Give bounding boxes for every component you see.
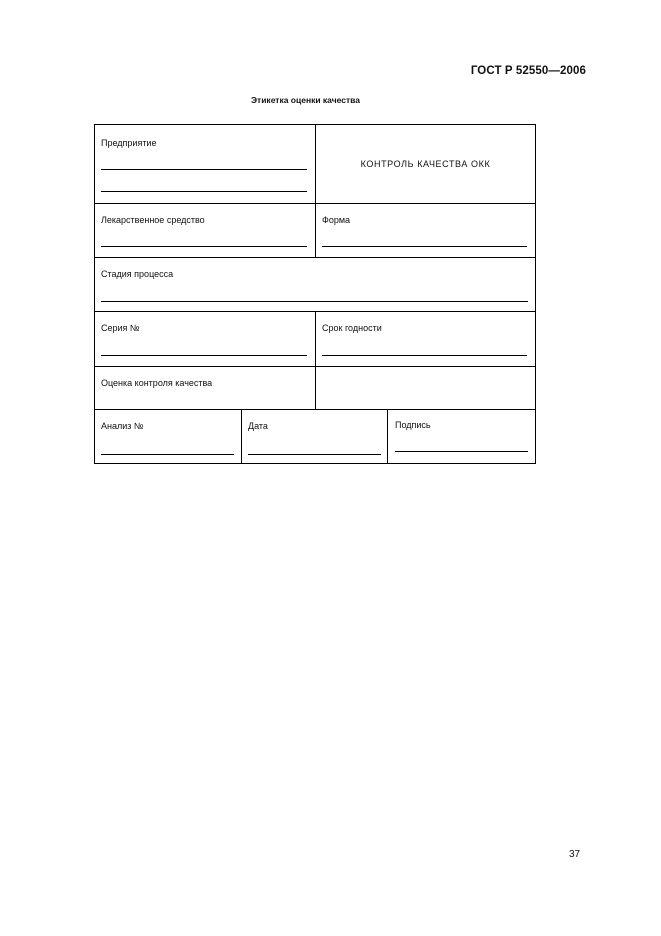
cell-expiry bbox=[315, 312, 535, 366]
cell-qc-heading bbox=[315, 125, 535, 203]
series-label: Серия № bbox=[101, 323, 140, 333]
analysis-label: Анализ № bbox=[101, 421, 144, 431]
cell-enterprise bbox=[95, 125, 315, 203]
cell-analysis bbox=[95, 410, 241, 463]
medicine-label: Лекарственное средство bbox=[101, 215, 205, 225]
enterprise-line-1[interactable] bbox=[101, 169, 307, 170]
form-label: Форма bbox=[322, 215, 351, 225]
qc-heading: КОНТРОЛЬ КАЧЕСТВА ОКК bbox=[360, 159, 491, 169]
enterprise-line-2[interactable] bbox=[101, 191, 307, 192]
expiry-label: Срок годности bbox=[322, 323, 382, 333]
analysis-line[interactable] bbox=[101, 454, 234, 455]
enterprise-label: Предприятие bbox=[101, 138, 157, 148]
signature-line[interactable] bbox=[395, 451, 528, 452]
form-line[interactable] bbox=[322, 246, 527, 247]
row-stage bbox=[95, 257, 535, 311]
stage-label: Стадия процесса bbox=[101, 269, 174, 279]
row-series bbox=[95, 311, 535, 366]
row-enterprise bbox=[95, 125, 535, 203]
page-number: 37 bbox=[569, 849, 581, 860]
date-label: Дата bbox=[248, 421, 268, 431]
signature-label: Подпись bbox=[395, 420, 431, 430]
date-line[interactable] bbox=[248, 454, 381, 455]
stage-line[interactable] bbox=[101, 301, 528, 302]
row-analysis bbox=[95, 409, 535, 463]
cell-form bbox=[315, 204, 535, 257]
expiry-line[interactable] bbox=[322, 355, 527, 356]
cell-qc-assessment-label bbox=[95, 367, 315, 409]
quality-label-form bbox=[94, 124, 536, 464]
cell-date bbox=[241, 410, 387, 463]
cell-signature bbox=[387, 410, 535, 463]
cell-qc-assessment-value[interactable] bbox=[315, 367, 535, 409]
label-title: Этикетка оценки качества bbox=[251, 95, 360, 105]
row-medicine bbox=[95, 203, 535, 257]
cell-series bbox=[95, 312, 315, 366]
qc-assessment-label: Оценка контроля качества bbox=[101, 378, 213, 388]
row-qc-assessment bbox=[95, 366, 535, 409]
series-line[interactable] bbox=[101, 355, 307, 356]
medicine-line[interactable] bbox=[101, 246, 307, 247]
document-code: ГОСТ Р 52550—2006 bbox=[470, 65, 586, 77]
cell-medicine bbox=[95, 204, 315, 257]
